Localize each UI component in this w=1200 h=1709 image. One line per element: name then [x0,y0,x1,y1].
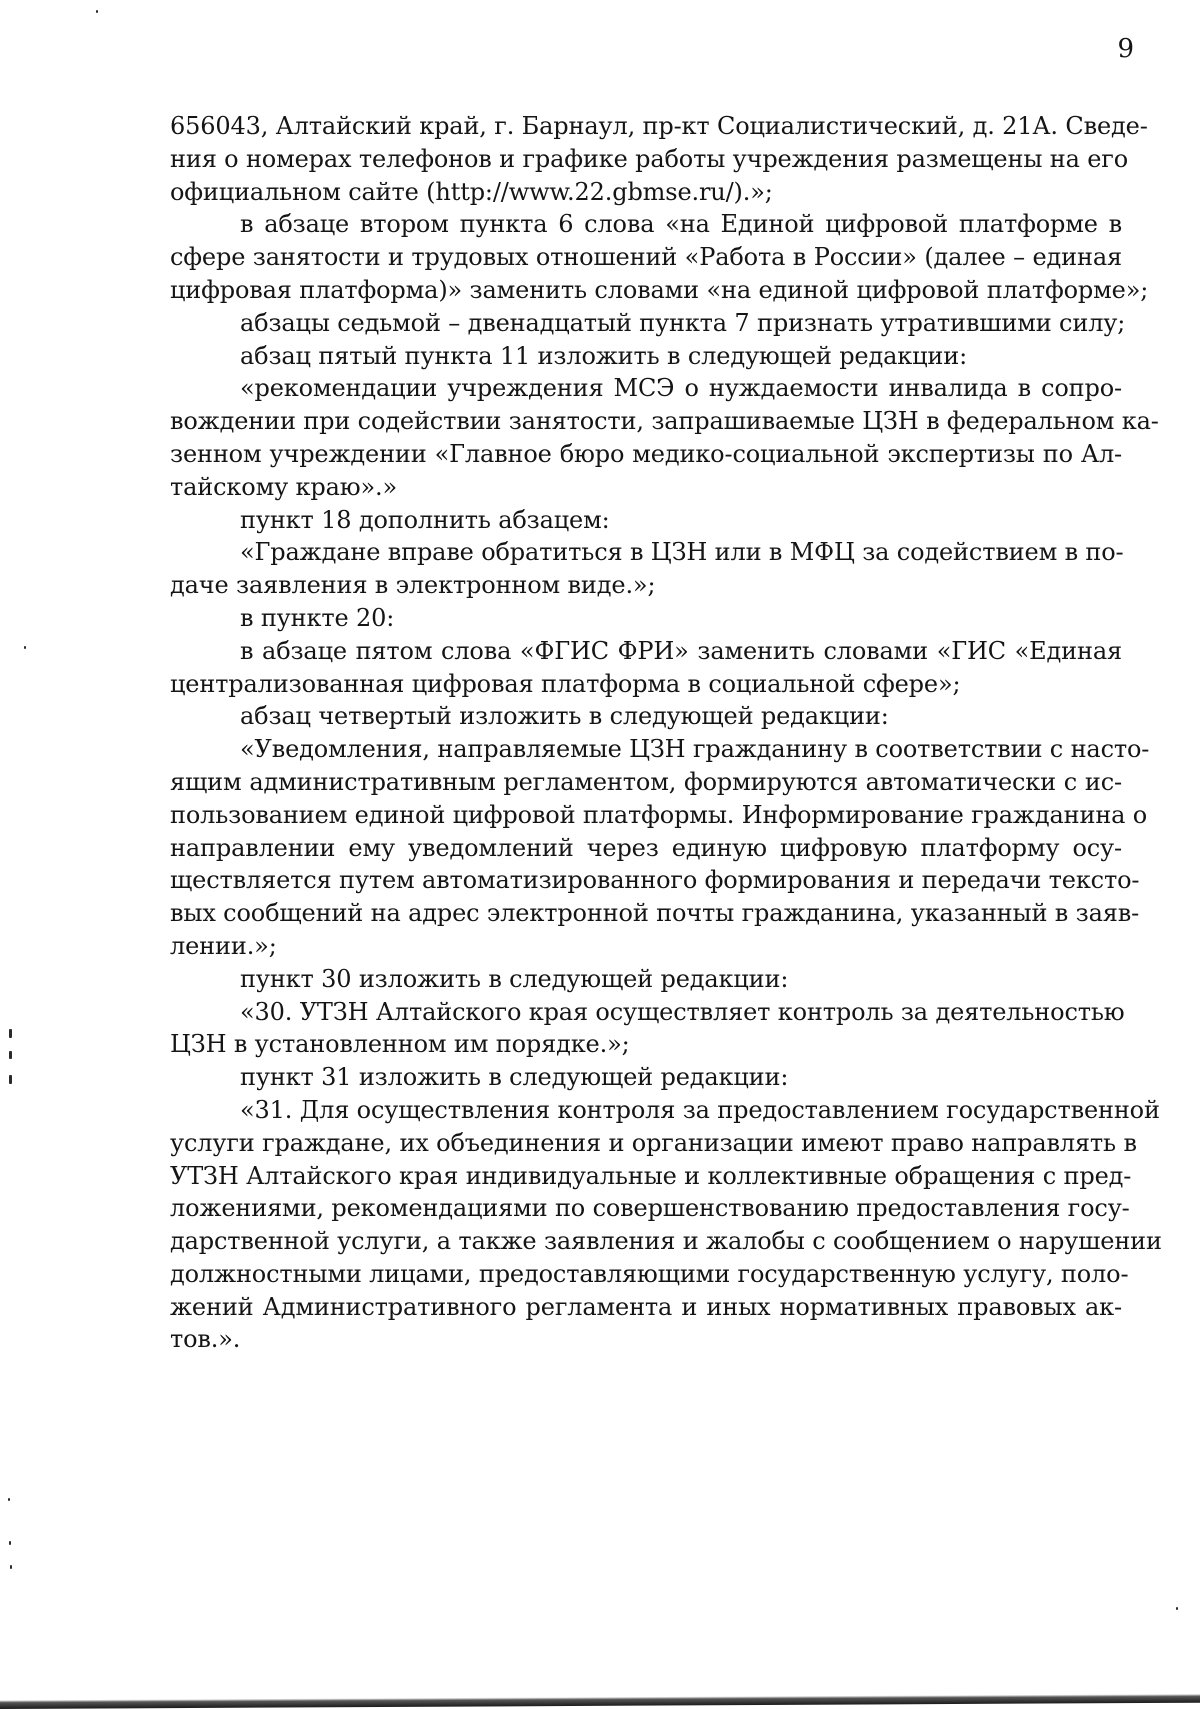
scan-mark [9,1541,11,1545]
scan-mark [10,1565,12,1569]
body-line: официальном сайте (http://www.22.gbmse.ru/).»; [170,177,773,206]
body-line: в абзаце пятом слова «ФГИС ФРИ» заменить словами «ГИС «Единая [240,636,1122,665]
body-line: 656043, Алтайский край, г. Барнаул, пр-кт Социалистический, д. 21А. Сведе- [170,112,1148,140]
body-line: «31. Для осуществления контроля за предоставлением государственной [240,1095,1160,1124]
scan-mark [9,1029,12,1038]
scan-mark [1176,1607,1178,1610]
body-line: дарственной услуги, а также заявления и жалобы с сообщением о нарушении [170,1227,1162,1256]
body-line: зенном учреждении «Главное бюро медико-социальной экспертизы по Ал- [170,439,1122,468]
body-line: вождении при содействии занятости, запрашиваемые ЦЗН в федеральном ка- [170,407,1159,436]
scan-mark [24,646,26,649]
body-line: даче заявления в электронном виде.»; [170,571,656,600]
document-body [170,110,1162,1356]
body-line: абзац пятый пункта 11 изложить в следующей редакции: [240,341,968,370]
body-line: цифровая платформа)» заменить словами «на единой цифровой платформе»; [170,275,1149,304]
body-line: сфере занятости и трудовых отношений «Работа в России» (далее – единая [170,243,1122,272]
body-line: тайскому краю».» [170,472,398,501]
body-line: лении.»; [170,931,277,960]
body-line: «30. УТЗН Алтайского края осуществляет контроль за деятельностью [240,997,1125,1026]
body-line: централизованная цифровая платформа в социальной сфере»; [170,669,961,698]
body-line: в абзаце втором пункта 6 слова «на Единой цифровой платформе в [240,210,1122,239]
scan-mark [9,1051,12,1059]
body-line: должностными лицами, предоставляющими государственную услугу, поло- [170,1259,1129,1288]
body-line: пользованием единой цифровой платформы. Информирование гражданина о [170,800,1148,829]
body-line: УТЗН Алтайского края индивидуальные и коллективные обращения с пред- [170,1161,1132,1190]
body-line: в пункте 20: [240,603,395,632]
scan-mark [8,1498,10,1501]
body-line: ния о номерах телефонов и графике работы учреждения размещены на его [170,144,1129,173]
body-line: жений Административного регламента и иных нормативных правовых ак- [170,1292,1122,1321]
body-line: ложениями, рекомендациями по совершенствованию предоставления госу- [170,1194,1130,1223]
body-line: абзацы седьмой – двенадцатый пункта 7 признать утратившими силу; [240,308,1126,337]
scan-bottom-edge [0,1687,1200,1709]
body-line: «Граждане вправе обратиться в ЦЗН или в МФЦ за содействием в по- [240,538,1124,567]
body-line: ящим административным регламентом, формируются автоматически с ис- [170,767,1122,796]
body-line: «Уведомления, направляемые ЦЗН гражданину в соответствии с насто- [240,735,1150,764]
body-line: пункт 18 дополнить абзацем: [240,505,610,534]
scan-mark [96,10,98,13]
body-line: ЦЗН в установленном им порядке.»; [170,1030,630,1059]
body-line: пункт 30 изложить в следующей редакции: [240,964,789,993]
page-number: 9 [1117,34,1134,64]
body-line: направлении ему уведомлений через единую цифровую платформу осу- [170,833,1122,862]
body-line: ществляется путем автоматизированного формирования и передачи тексто- [170,866,1140,895]
body-line: абзац четвертый изложить в следующей редакции: [240,702,889,731]
body-line: услуги граждане, их объединения и организации имеют право направлять в [170,1128,1137,1157]
body-line: пункт 31 изложить в следующей редакции: [240,1063,789,1092]
body-line: «рекомендации учреждения МСЭ о нуждаемости инвалида в сопро- [240,374,1122,403]
body-line: вых сообщений на адрес электронной почты гражданина, указанный в заяв- [170,899,1140,928]
scan-mark [9,1075,12,1084]
body-line: тов.». [170,1325,241,1354]
